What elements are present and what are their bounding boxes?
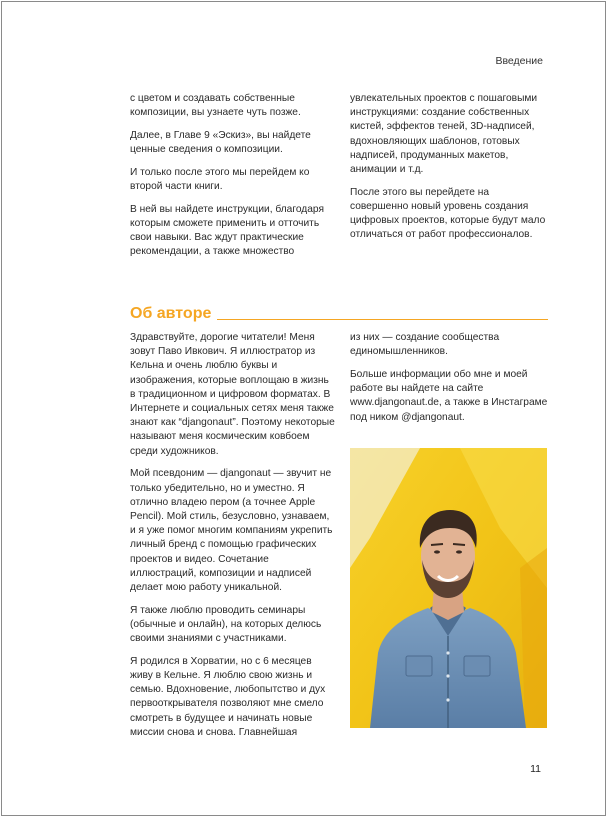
author-photo bbox=[350, 448, 547, 728]
paragraph: Больше информации обо мне и моей работе вы найдете на сайте www.djangonaut.de, а также в Инстаграме под ником @djangonaut. bbox=[350, 368, 548, 423]
paragraph: После этого вы перейдете на совершенно новый уровень создания цифровых проектов, которые будут мало отличаться от работ профессионалов. bbox=[350, 186, 546, 241]
heading-rule bbox=[217, 319, 548, 320]
paragraph: Я родился в Хорватии, но с 6 месяцев живу в Кельне. Я люблю свою жизнь и семью. Вдохновение, любопытство и дух первооткрывателя позволяют мне смело смотреть в будущее и начинать новые миссии снова и снова. Главнейшая bbox=[130, 655, 326, 738]
page-number: 11 bbox=[530, 763, 541, 775]
section-title: Об авторе bbox=[130, 305, 212, 322]
paragraph: И только после этого мы перейдем ко второй части книги. bbox=[130, 166, 310, 193]
top-right-column bbox=[350, 92, 550, 251]
paragraph: Далее, в Главе 9 «Эскиз», вы найдете ценные сведения о композиции. bbox=[130, 129, 311, 156]
about-right-column bbox=[350, 331, 550, 433]
book-page bbox=[1, 1, 606, 816]
paragraph: Я также люблю проводить семинары (обычные и онлайн), на которых делюсь своими знаниями с участниками. bbox=[130, 604, 322, 645]
about-author-heading bbox=[130, 305, 548, 323]
paragraph: с цветом и создавать собственные композиции, вы узнаете чуть позже. bbox=[130, 93, 301, 119]
paragraph: Мой псевдоним — djangonaut — звучит не только убедительно, но и уместно. Я отлично владею пером (а точнее Apple Pencil). Мой стиль, безусловно, узнаваем, и я уже помог многим компаниям укрепить личный бренд с помощью графических проектов и видео. Сочетание иллюстраций, композиции и надписей делает мою работу уникальной. bbox=[130, 468, 333, 593]
paragraph: из них — создание сообщества единомышленников. bbox=[350, 332, 500, 358]
running-header: Введение bbox=[495, 55, 543, 67]
about-left-column bbox=[130, 331, 335, 748]
paragraph: Здравствуйте, дорогие читатели! Меня зовут Паво Ивкович. Я иллюстратор из Кельна и очень люблю буквы и изображения, которые воплощаю в жизнь в традиционном и цифровом форматах. В Интернете и социальных сетях меня также знают как “djangonaut”. Поэтому некоторые называют меня космическим ковбоем среди художников. bbox=[130, 332, 335, 457]
paragraph: В ней вы найдете инструкции, благодаря которым сможете применить и отточить свои навыки. Вас ждут практические рекомендации, а также множество bbox=[130, 203, 324, 258]
paragraph: увлекательных проектов с пошаговыми инструкциями: создание собственных кистей, эффектов теней, 3D-надписей, вдохновляющих шаблонов, готовых надписей, продуманных макетов, анимации и т.д. bbox=[350, 93, 538, 176]
top-left-column bbox=[130, 92, 335, 268]
